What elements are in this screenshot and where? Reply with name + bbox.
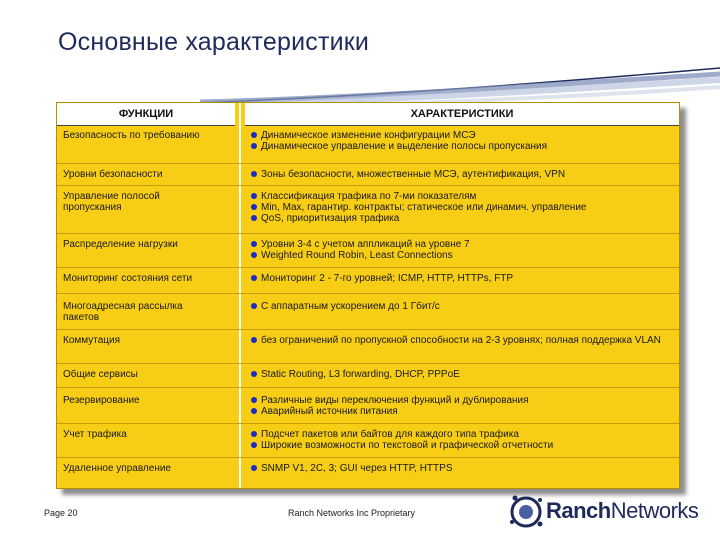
row-function: Безопасность по требованию [63, 130, 200, 141]
row-characteristics [251, 395, 671, 417]
row-characteristics [251, 273, 671, 284]
list-item: Static Routing, L3 forwarding, DHCP, PPPoE [251, 369, 671, 380]
row-divider [57, 387, 679, 388]
row-function: Распределение нагрузки [63, 239, 178, 250]
row-characteristics [251, 301, 671, 312]
features-table [56, 102, 680, 489]
list-item: Мониторинг 2 - 7-го уровней; ICMP, HTTP, HTTPs, FTP [251, 273, 671, 284]
list-item: Динамическое управление и выделение полосы пропускания [251, 141, 671, 152]
row-function: Уровни безопасности [63, 169, 163, 180]
logo-word-networks: Networks [610, 498, 699, 523]
row-divider [57, 457, 679, 458]
row-function: Резервирование [63, 395, 140, 406]
page-title: Основные характеристики [58, 28, 370, 56]
row-function: Учет трафика [63, 429, 127, 440]
header-characteristics: ХАРАКТЕРИСТИКИ [245, 103, 679, 126]
row-divider [57, 423, 679, 424]
list-item: SNMP V1, 2C, 3; GUI через HTTP, HTTPS [251, 463, 671, 474]
list-item: Подсчет пакетов или байтов для каждого типа трафика [251, 429, 671, 440]
row-function: Многоадресная рассылка пакетов [63, 301, 183, 323]
row-characteristics [251, 429, 671, 451]
row-divider [57, 163, 679, 164]
row-function: Управление полосой пропускания [63, 191, 160, 213]
row-characteristics [251, 335, 671, 346]
row-divider [57, 233, 679, 234]
row-characteristics [251, 130, 671, 152]
list-item: Weighted Round Robin, Least Connections [251, 250, 671, 261]
row-function: Мониторинг состояния сети [63, 273, 193, 284]
list-item: Динамическое изменение конфигурации МСЭ [251, 130, 671, 141]
proprietary-notice: Ranch Networks Inc Proprietary [288, 508, 416, 518]
row-characteristics [251, 369, 671, 380]
list-item: Зоны безопасности, множественные МСЭ, аутентификация, VPN [251, 169, 671, 180]
row-characteristics [251, 239, 671, 261]
list-item: Широкие возможности по текстовой и графической отчетности [251, 440, 671, 451]
row-divider [57, 293, 679, 294]
company-logo [546, 498, 698, 524]
row-divider [57, 185, 679, 186]
row-function: Удаленное управление [63, 463, 171, 474]
logo-word-ranch: Ranch [546, 498, 611, 523]
list-item: С аппаратным ускорением до 1 Гбит/с [251, 301, 671, 312]
list-item: Различные виды переключения функций и дублирования [251, 395, 671, 406]
row-divider [57, 329, 679, 330]
row-function: Коммутация [63, 335, 121, 346]
row-divider [57, 267, 679, 268]
row-characteristics [251, 463, 671, 474]
column-divider [239, 103, 241, 488]
row-characteristics [251, 191, 671, 224]
list-item: QoS, приоритизация трафика [251, 213, 671, 224]
page-number: Page 20 [44, 508, 78, 518]
row-divider [57, 363, 679, 364]
row-function: Общие сервисы [63, 369, 138, 380]
header-functions: ФУНКЦИИ [57, 103, 235, 126]
list-item: Классификация трафика по 7-ми показателям [251, 191, 671, 202]
row-characteristics [251, 169, 671, 180]
list-item: Уровни 3-4 с учетом аппликаций на уровне 7 [251, 239, 671, 250]
list-item: Min, Max, гарантир. контракты; статическое или динамич. управление [251, 202, 671, 213]
list-item: без ограничений по пропускной способности на 2-3 уровнях; полная поддержка VLAN [251, 335, 671, 346]
list-item: Аварийный источник питания [251, 406, 671, 417]
